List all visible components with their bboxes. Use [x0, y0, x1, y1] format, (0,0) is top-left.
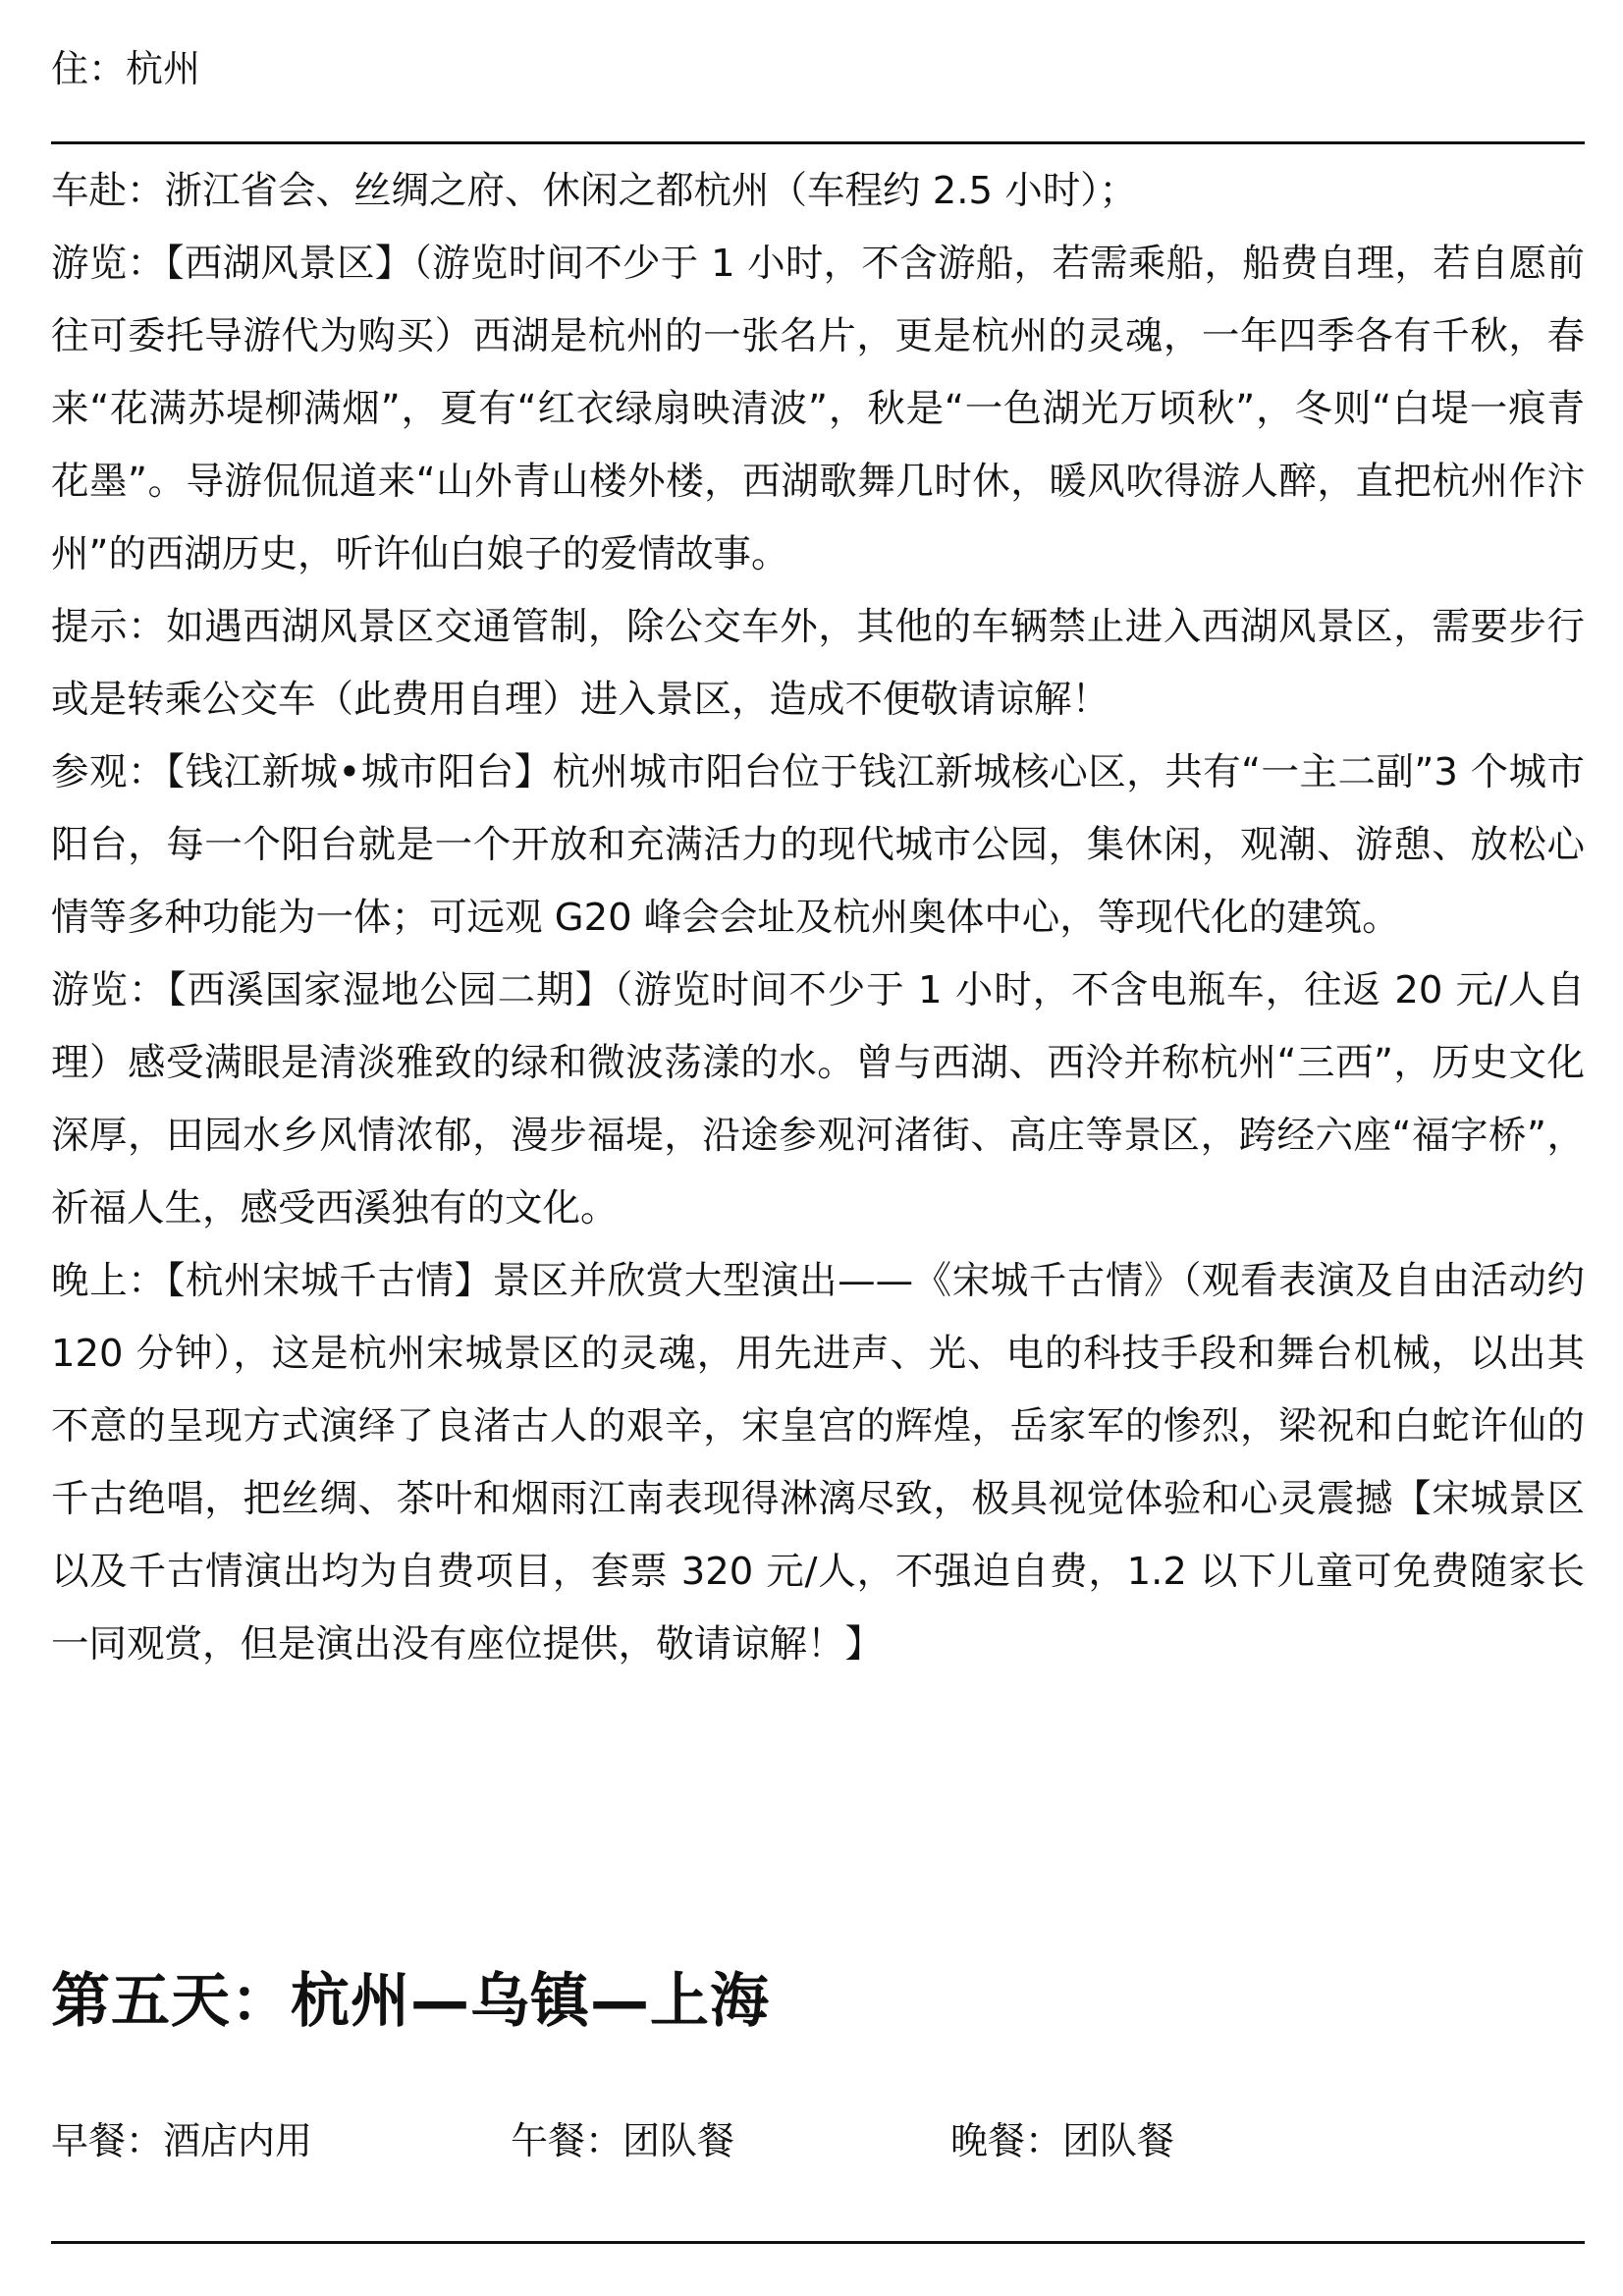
paragraph-city-balcony: 参观：【钱江新城•城市阳台】杭州城市阳台位于钱江新城核心区，共有“一主二副”3 个城市阳台，每一个阳台就是一个开放和充满活力的现代城市公园，集休闲，观潮、游憩、放松心情等多种功能为一体；可远观 G20 峰会会址及杭州奥体中心，等现代化的建筑。	[51, 750, 1585, 940]
accommodation-line: 住：杭州	[51, 47, 201, 90]
meal-lunch: 午餐：团队餐	[511, 2119, 735, 2162]
meal-dinner: 晚餐：团队餐	[950, 2119, 1175, 2162]
meal-breakfast: 早餐：酒店内用	[51, 2119, 313, 2162]
meals-row	[51, 2109, 1174, 2172]
divider-bottom	[51, 2241, 1585, 2244]
paragraph-songcheng-show: 晚上：【杭州宋城千古情】景区并欣赏大型演出——《宋城千古情》（观看表演及自由活动约 120 分钟），这是杭州宋城景区的灵魂，用先进声、光、电的科技手段和舞台机械，以出其不意的呈现方式演绎了良渚古人的艰辛，宋皇宫的辉煌，岳家军的惨烈，梁祝和白蛇许仙的千古绝唱，把丝绸、茶叶和烟雨江南表现得淋漓尽致，极具视觉体验和心灵震撼【宋城景区以及千古情演出均为自费项目，套票 320 元/人，不强迫自费，1.2 以下儿童可免费随家长一同观赏，但是演出没有座位提供，敬请谅解！】	[51, 1259, 1585, 1667]
itinerary-body	[51, 155, 1585, 1681]
paragraph-transfer: 车赴：浙江省会、丝绸之府、休闲之都杭州（车程约 2.5 小时）；	[51, 169, 1137, 213]
paragraph-tip: 提示：如遇西湖风景区交通管制，除公交车外，其他的车辆禁止进入西湖风景区，需要步行或是转乘公交车（此费用自理）进入景区，造成不便敬请谅解！	[51, 605, 1585, 722]
paragraph-west-lake: 游览：【西湖风景区】（游览时间不少于 1 小时，不含游船，若需乘船，船费自理，若自愿前往可委托导游代为购买）西湖是杭州的一张名片，更是杭州的灵魂，一年四季各有千秋，春来“花满苏堤柳满烟”，夏有“红衣绿扇映清波”，秋是“一色湖光万顷秋”，冬则“白堤一痕青花墨”。导游侃侃道来“山外青山楼外楼，西湖歌舞几时休，暖风吹得游人醉，直把杭州作汴州”的西湖历史，听许仙白娘子的爱情故事。	[51, 242, 1585, 576]
paragraph-xixi-wetland: 游览：【西溪国家湿地公园二期】（游览时间不少于 1 小时，不含电瓶车，往返 20 元/人自理）感受满眼是清淡雅致的绿和微波荡漾的水。曾与西湖、西泠并称杭州“三西”，历史文化深厚，田园水乡风情浓郁，漫步福堤，沿途参观河渚街、高庄等景区，跨经六座“福字桥”，祈福人生，感受西溪独有的文化。	[51, 968, 1585, 1230]
divider-top	[51, 141, 1585, 144]
day-title: 第五天：杭州—乌镇—上海	[51, 1967, 770, 2036]
